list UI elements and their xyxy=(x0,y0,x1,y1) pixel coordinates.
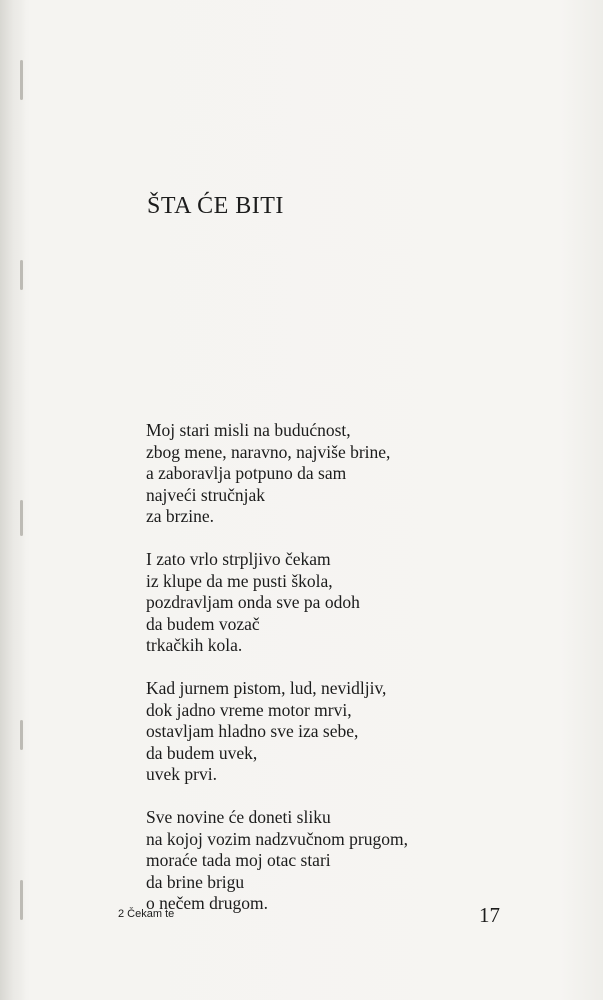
poem-line: I zato vrlo strpljivo čekam xyxy=(146,548,331,569)
stanza xyxy=(146,420,566,528)
poem-line: dok jadno vreme motor mrvi, xyxy=(146,699,352,720)
poem-title: ŠTA ĆE BITI xyxy=(147,193,284,219)
poem-line: ostavljam hladno sve iza sebe, xyxy=(146,721,359,742)
poem-line: za brzine. xyxy=(146,506,215,527)
poem-line: o nečem drugom. xyxy=(146,893,268,914)
signature-mark: 2 Čekam te xyxy=(118,908,175,920)
poem-line: a zaboravlja potpuno da sam xyxy=(146,463,347,484)
poem-line: zbog mene, naravno, najviše brine, xyxy=(146,441,391,462)
poem-line: uvek prvi. xyxy=(146,764,217,785)
poem-line: na kojoj vozim nadzvučnom prugom, xyxy=(146,828,408,849)
poem-line: iz klupe da me pusti škola, xyxy=(146,570,333,591)
stanza xyxy=(146,678,566,786)
binding-mark xyxy=(20,260,23,290)
poem-line: pozdravljam onda sve pa odoh xyxy=(146,592,360,613)
poem-line: da budem uvek, xyxy=(146,742,258,763)
poem-body xyxy=(146,420,566,936)
poem-line: trkačkih kola. xyxy=(146,635,243,656)
binding-mark xyxy=(20,880,23,920)
binding-mark xyxy=(20,720,23,750)
poem-line: Sve novine će doneti sliku xyxy=(146,806,331,827)
page-number: 17 xyxy=(479,903,500,927)
binding-mark xyxy=(20,60,23,100)
poem-line: moraće tada moj otac stari xyxy=(146,850,331,871)
stanza xyxy=(146,807,566,915)
poem-line: da brine brigu xyxy=(146,871,245,892)
stanza xyxy=(146,549,566,657)
binding-mark xyxy=(20,500,23,536)
poem-line: najveći stručnjak xyxy=(146,484,266,505)
poem-line: Kad jurnem pistom, lud, nevidljiv, xyxy=(146,677,387,698)
poem-line: Moj stari misli na budućnost, xyxy=(146,420,351,440)
poem-line: da budem vozač xyxy=(146,613,260,634)
